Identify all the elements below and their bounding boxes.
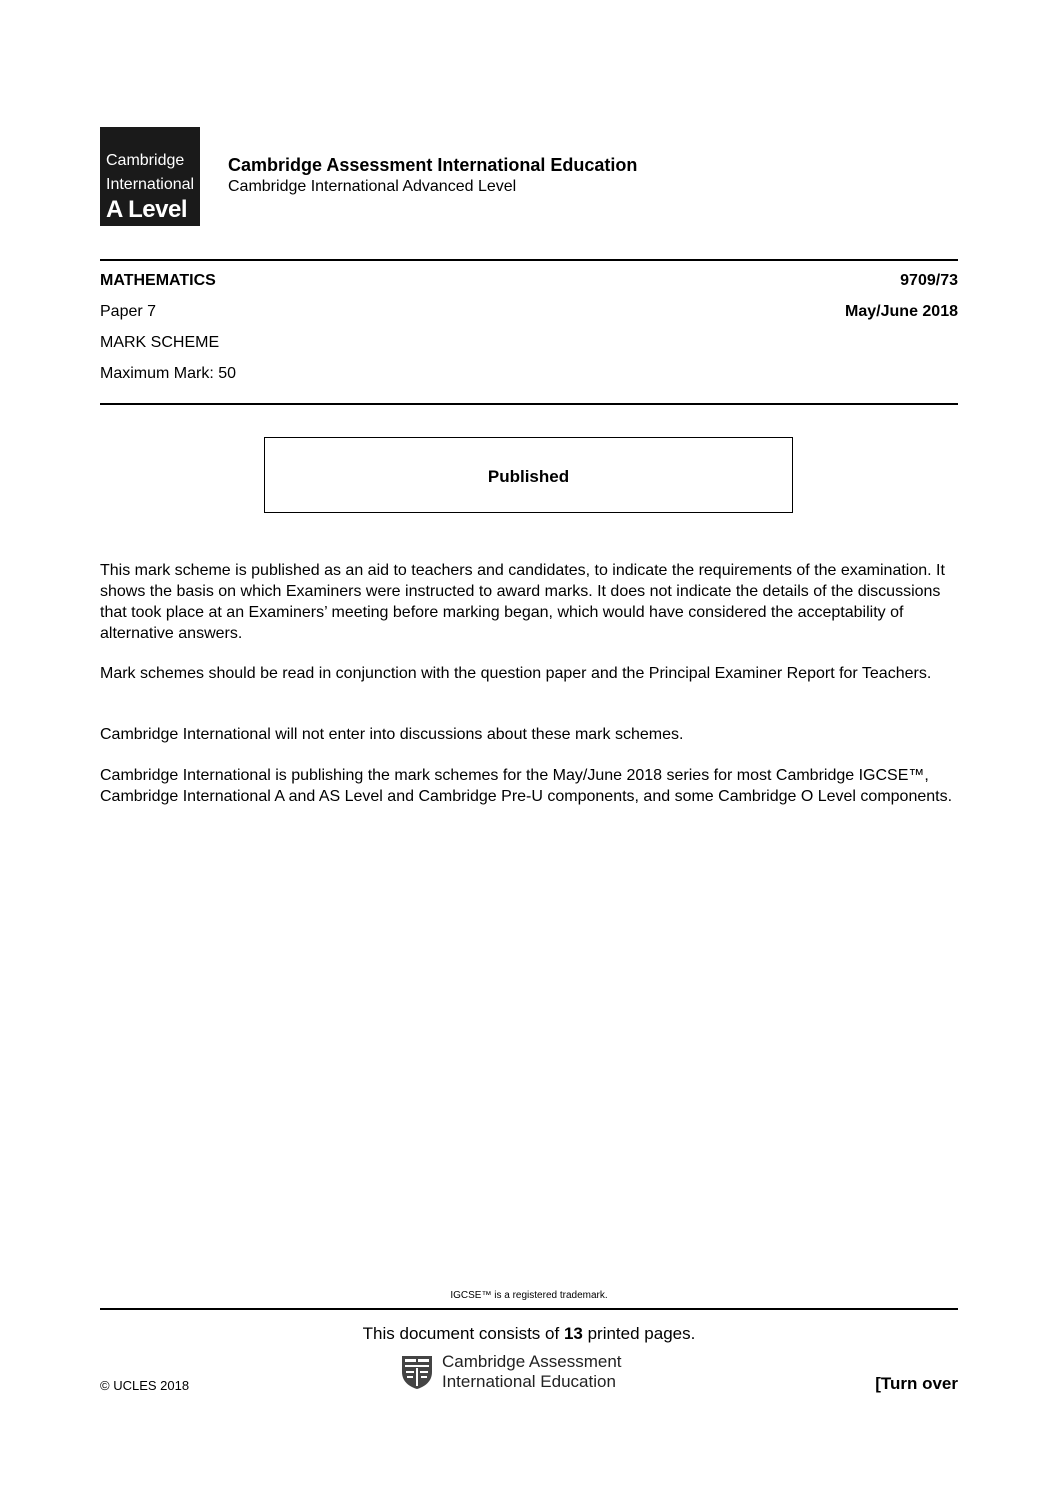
exam-session: May/June 2018 bbox=[845, 303, 958, 320]
cambridge-a-level-logo bbox=[100, 127, 200, 226]
status-label: Published bbox=[487, 467, 570, 486]
page-count-suffix: printed pages. bbox=[582, 1324, 696, 1343]
paragraph-purpose: This mark scheme is published as an aid to teachers and candidates, to indicate the requirements of the examination. It shows the basis on which Examiners were instructed to award marks. It does not indicate the details of the discussions that took place at an Examiners’ meeting before marking began, which would have considered the acceptability of alternative answers. bbox=[100, 562, 945, 642]
paragraph-publishing: Cambridge International is publishing the mark schemes for the May/June 2018 series for most Cambridge IGCSE™, Cambridge International A and AS Level and Cambridge Pre-U components, and some Cambridge O Level components. bbox=[100, 767, 953, 805]
document-type: MARK SCHEME bbox=[100, 334, 220, 351]
footer-logo-line-1: Cambridge Assessment bbox=[442, 1352, 622, 1371]
logo-line-2: International bbox=[106, 176, 195, 193]
maximum-mark: Maximum Mark: 50 bbox=[100, 365, 237, 382]
paper-number: Paper 7 bbox=[100, 303, 157, 320]
paper-code: 9709/73 bbox=[900, 272, 958, 289]
trademark-note: IGCSE™ is a registered trademark. bbox=[450, 1290, 608, 1301]
logo-line-1: Cambridge bbox=[106, 152, 185, 169]
subject-label: MATHEMATICS bbox=[100, 272, 216, 289]
org-title: Cambridge Assessment International Education bbox=[228, 155, 638, 175]
paragraph-conjunction: Mark schemes should be read in conjunction with the question paper and the Principal Examiner Report for Teachers. bbox=[100, 665, 932, 682]
paragraph-discussions: Cambridge International will not enter into discussions about these mark schemes. bbox=[100, 726, 684, 743]
crest-icon bbox=[400, 1354, 434, 1390]
meta-divider bbox=[100, 403, 958, 405]
header-divider bbox=[100, 259, 958, 261]
org-subtitle: Cambridge International Advanced Level bbox=[228, 178, 517, 195]
page-count: 13 bbox=[563, 1324, 583, 1343]
turn-over: [Turn over bbox=[875, 1374, 958, 1393]
footer-divider bbox=[100, 1308, 958, 1310]
footer-logo-line-2: International Education bbox=[442, 1372, 616, 1391]
page-count-statement bbox=[0, 1324, 1058, 1344]
status-box bbox=[264, 437, 793, 513]
logo-line-3: A Level bbox=[106, 196, 187, 223]
copyright: © UCLES 2018 bbox=[100, 1378, 190, 1393]
page-count-prefix: This document consists of bbox=[362, 1324, 564, 1343]
